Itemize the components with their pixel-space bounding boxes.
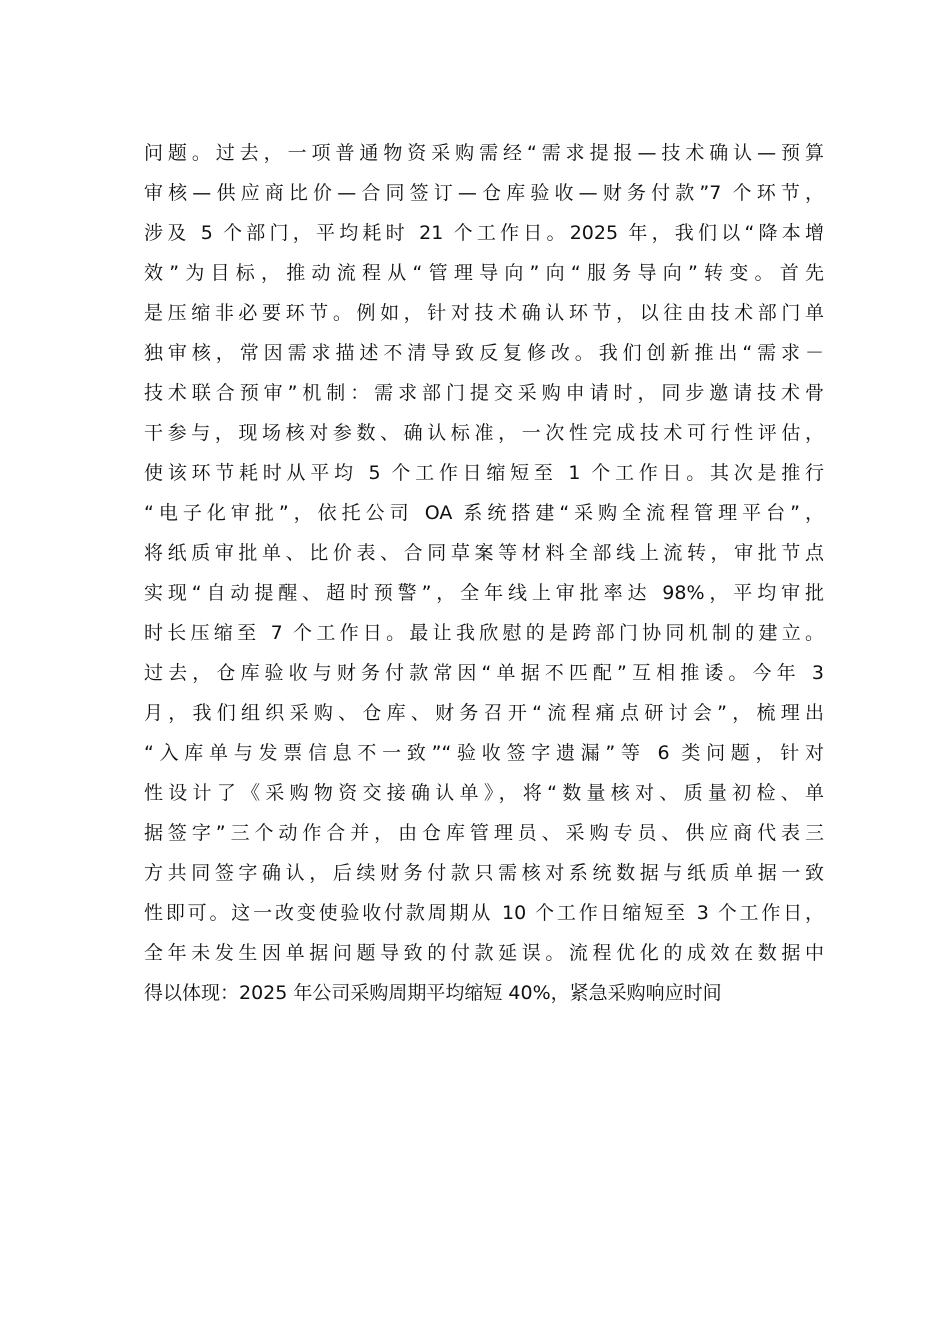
text-line: 过去，仓库验收与财务付款常因“单据不匹配”互相推诿。今年 3 [144,662,824,684]
text-line: 将纸质审批单、比价表、合同草案等材料全部线上流转，审批节点 [144,542,824,564]
text-line: 性设计了《采购物资交接确认单》，将“数量核对、质量初检、单 [144,782,824,804]
text-line: 涉及 5 个部门，平均耗时 21 个工作日。2025 年，我们以“降本增 [144,222,824,244]
text-line: 全年未发生因单据问题导致的付款延误。流程优化的成效在数据中 [144,942,824,964]
text-line: “入库单与发票信息不一致”“验收签字遗漏”等 6 类问题，针对 [144,742,824,764]
text-line: 得以体现：2025 年公司采购周期平均缩短 40%，紧急采购响应时间 [144,982,722,1004]
text-line: 是压缩非必要环节。例如，针对技术确认环节，以往由技术部门单 [144,302,824,324]
text-line: 干参与，现场核对参数、确认标准，一次性完成技术可行性评估， [144,422,824,444]
text-line: 使该环节耗时从平均 5 个工作日缩短至 1 个工作日。其次是推行 [144,462,824,484]
text-line: 独审核，常因需求描述不清导致反复修改。我们创新推出“需求－ [144,342,824,364]
text-line: 方共同签字确认，后续财务付款只需核对系统数据与纸质单据一致 [144,862,824,884]
text-line: 问题。过去，一项普通物资采购需经“需求提报—技术确认—预算 [144,142,824,164]
text-line: 审核—供应商比价—合同签订—仓库验收—财务付款”7 个环节， [144,182,824,204]
text-line: 效”为目标，推动流程从“管理导向”向“服务导向”转变。首先 [144,262,824,284]
text-line: 时长压缩至 7 个工作日。最让我欣慰的是跨部门协同机制的建立。 [144,622,824,644]
text-line: “电子化审批”，依托公司 OA 系统搭建“采购全流程管理平台”， [144,502,824,524]
text-line: 技术联合预审”机制：需求部门提交采购申请时，同步邀请技术骨 [144,382,824,404]
text-line: 月，我们组织采购、仓库、财务召开“流程痛点研讨会”，梳理出 [144,702,824,724]
text-line: 实现“自动提醒、超时预警”，全年线上审批率达 98%，平均审批 [144,582,824,604]
body-text [144,133,824,1013]
text-line: 性即可。这一改变使验收付款周期从 10 个工作日缩短至 3 个工作日， [144,902,824,924]
text-line: 据签字”三个动作合并，由仓库管理员、采购专员、供应商代表三 [144,822,824,844]
